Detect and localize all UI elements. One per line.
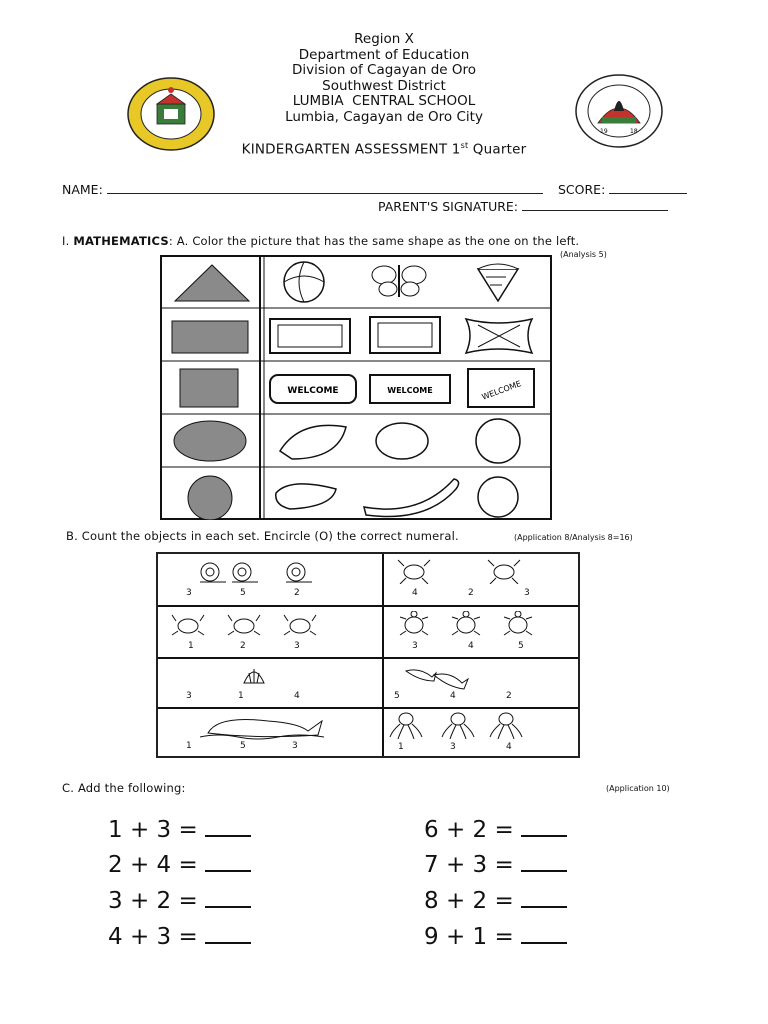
- count-set: [158, 659, 382, 707]
- option-numeral[interactable]: 3: [186, 588, 192, 598]
- option-numeral[interactable]: 4: [450, 691, 456, 701]
- orange-icon: [476, 419, 520, 463]
- option-numeral[interactable]: 5: [240, 741, 246, 751]
- crab-icon: [170, 613, 330, 637]
- addition-problem: [108, 852, 251, 878]
- welcome-sign-icon: [270, 375, 356, 403]
- answer-blank[interactable]: [521, 888, 567, 908]
- name-label: NAME:: [62, 182, 103, 197]
- seal-year-right: 18: [630, 128, 638, 135]
- option-numeral[interactable]: 3: [412, 641, 418, 651]
- header-region: Region X: [354, 31, 414, 47]
- pillow-icon: [466, 319, 532, 353]
- count-set: [384, 659, 578, 707]
- seal-year-left: 19: [600, 128, 608, 135]
- option-numeral[interactable]: 3: [186, 691, 192, 701]
- option-numeral[interactable]: 3: [292, 741, 298, 751]
- header-department: Department of Education: [298, 46, 470, 63]
- count-set: [384, 709, 578, 756]
- addition-problem: [424, 852, 567, 878]
- option-numeral[interactable]: 4: [506, 742, 512, 752]
- section-c-instruction: C. Add the following:: [62, 781, 186, 795]
- equation-text: 9 + 1 =: [424, 924, 514, 950]
- addition-problem: [424, 924, 567, 950]
- welcome-sign-icon-3: [468, 369, 534, 407]
- count-set: [158, 709, 382, 756]
- count-set: [158, 554, 382, 605]
- section-b-instruction: B. Count the objects in each set. Encircle (O) the correct numeral.: [66, 529, 459, 543]
- circle-shape: [188, 476, 232, 520]
- count-set: [384, 607, 578, 657]
- option-numeral[interactable]: 1: [188, 641, 194, 651]
- equation-text: 1 + 3 =: [108, 817, 198, 843]
- title-sup: st: [460, 141, 469, 150]
- name-field[interactable]: [62, 182, 543, 197]
- option-numeral[interactable]: 2: [294, 588, 300, 598]
- score-label: SCORE:: [558, 182, 606, 197]
- welcome-text-3: WELCOME: [480, 379, 523, 402]
- section-number: I.: [62, 234, 70, 248]
- header-school: LUMBIA CENTRAL SCHOOL: [292, 93, 476, 109]
- option-numeral[interactable]: 4: [412, 588, 418, 598]
- picture-frame-icon-2: [370, 317, 440, 353]
- welcome-text-2: WELCOME: [387, 386, 433, 395]
- picture-frame-icon: [270, 319, 350, 353]
- option-numeral[interactable]: 4: [294, 691, 300, 701]
- section-heading: MATHEMATICS: [73, 234, 169, 248]
- option-numeral[interactable]: 5: [394, 691, 400, 701]
- count-set: [384, 554, 578, 605]
- answer-blank[interactable]: [521, 817, 567, 837]
- parent-signature-label: PARENT'S SIGNATURE:: [378, 199, 519, 214]
- parent-signature-field[interactable]: [378, 199, 668, 214]
- option-numeral[interactable]: 1: [238, 691, 244, 701]
- title-main: KINDERGARTEN ASSESSMENT 1: [241, 141, 461, 158]
- assessment-title: [0, 141, 768, 158]
- equation-text: 7 + 3 =: [424, 852, 514, 878]
- section-c-tag: (Application 10): [606, 784, 670, 793]
- option-numeral[interactable]: 2: [240, 641, 246, 651]
- welcome-text: WELCOME: [287, 386, 339, 396]
- option-numeral[interactable]: 1: [398, 742, 404, 752]
- welcome-sign-icon-2: [370, 375, 450, 403]
- option-numeral[interactable]: 1: [186, 741, 192, 751]
- addition-problem: [108, 888, 251, 914]
- option-numeral[interactable]: 5: [518, 641, 524, 651]
- shape-matching-grid: [160, 255, 552, 520]
- section-a-text: : A. Color the picture that has the same shape as the one on the left.: [168, 234, 580, 248]
- butterfly-icon: [372, 265, 426, 297]
- fish-icon: [404, 665, 474, 691]
- snail-icon: [198, 560, 318, 584]
- rectangle-shape-2: [180, 369, 238, 407]
- option-numeral[interactable]: 2: [506, 691, 512, 701]
- header-division: Division of Cagayan de Oro: [291, 62, 477, 78]
- option-numeral[interactable]: 3: [450, 742, 456, 752]
- score-field[interactable]: [558, 182, 687, 197]
- ant-icon: [396, 558, 536, 584]
- whale-icon: [198, 713, 328, 741]
- basketball-icon: [284, 262, 324, 302]
- equation-text: 4 + 3 =: [108, 924, 198, 950]
- turtle-icon: [394, 611, 544, 639]
- triangle-shape: [175, 265, 249, 301]
- answer-blank[interactable]: [205, 817, 251, 837]
- section-a-instruction: [62, 234, 579, 248]
- squash-icon: [276, 484, 336, 509]
- option-numeral[interactable]: 3: [524, 588, 530, 598]
- answer-blank[interactable]: [205, 852, 251, 872]
- rectangle-shape: [172, 321, 248, 353]
- option-numeral[interactable]: 2: [468, 588, 474, 598]
- answer-blank[interactable]: [205, 888, 251, 908]
- addition-problem: [424, 817, 567, 843]
- addition-problem: [108, 924, 251, 950]
- equation-text: 6 + 2 =: [424, 817, 514, 843]
- option-numeral[interactable]: 5: [240, 588, 246, 598]
- ice-cream-cone-icon: [478, 264, 518, 301]
- addition-problem: [424, 888, 567, 914]
- equation-text: 3 + 2 =: [108, 888, 198, 914]
- header-district: Southwest District: [322, 77, 446, 94]
- egg-icon: [376, 423, 428, 459]
- counting-grid: [156, 552, 580, 758]
- count-set: [158, 607, 382, 657]
- header-address: Lumbia, Cagayan de Oro City: [285, 108, 483, 125]
- answer-blank[interactable]: [205, 924, 251, 944]
- shell-icon: [242, 665, 266, 687]
- equation-text: 8 + 2 =: [424, 888, 514, 914]
- section-a-tag: (Analysis 5): [560, 250, 607, 259]
- answer-blank[interactable]: [521, 924, 567, 944]
- banana-icon: [364, 479, 459, 517]
- option-numeral[interactable]: 4: [468, 641, 474, 651]
- mango-icon: [280, 425, 346, 459]
- octopus-icon: [388, 711, 528, 741]
- orange-icon-2: [478, 477, 518, 517]
- title-end: Quarter: [468, 141, 527, 158]
- section-b-tag: (Application 8/Analysis 8=16): [514, 533, 633, 542]
- equation-text: 2 + 4 =: [108, 852, 198, 878]
- school-header: [0, 32, 768, 125]
- oval-shape: [174, 421, 246, 461]
- answer-blank[interactable]: [521, 852, 567, 872]
- option-numeral[interactable]: 3: [294, 641, 300, 651]
- addition-problem: [108, 817, 251, 843]
